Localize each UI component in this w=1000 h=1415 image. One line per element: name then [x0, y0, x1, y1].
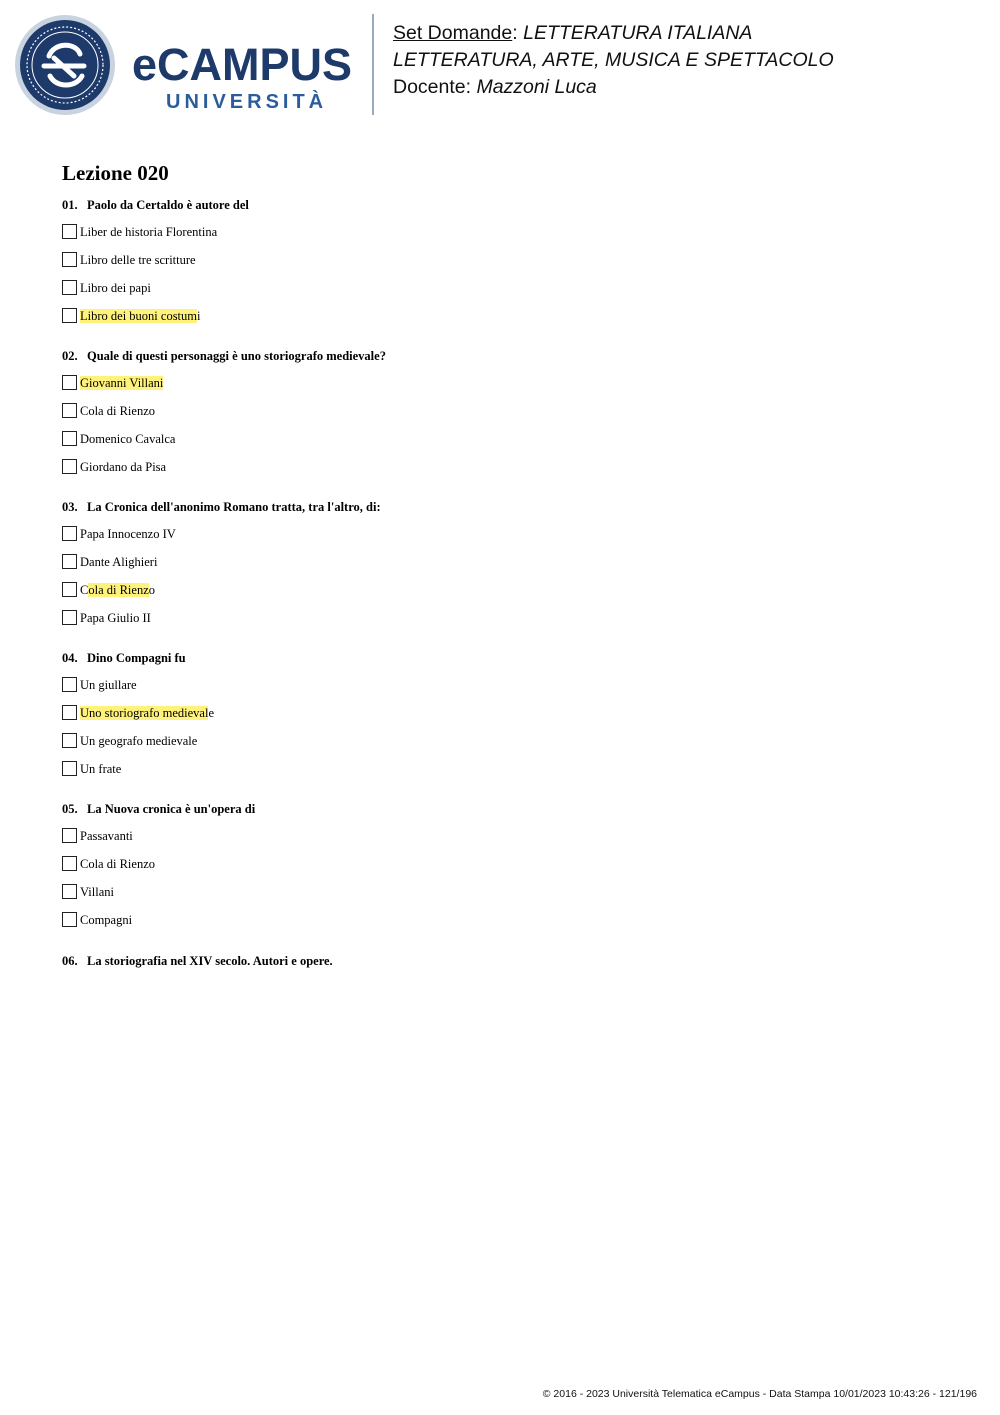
option-text-post: Libro delle tre scritture	[80, 253, 196, 267]
option-checkbox[interactable]	[62, 912, 77, 927]
option-text	[80, 856, 155, 872]
header-info	[393, 20, 834, 101]
option-text-post: Libro dei papi	[80, 281, 151, 295]
option-text-post: Un frate	[80, 762, 122, 776]
option-text-post: Un geografo medievale	[80, 734, 198, 748]
option-text-post: o	[148, 583, 155, 597]
option-text-post: Giordano da Pisa	[80, 460, 167, 474]
option-checkbox[interactable]	[62, 459, 77, 474]
subject-line-1: LETTERATURA ITALIANA	[523, 22, 753, 44]
option-text-post: Papa Giulio II	[80, 611, 151, 625]
option-checkbox[interactable]	[62, 403, 77, 418]
option-text-highlight: Libro dei buoni costum	[80, 309, 197, 323]
option-text	[80, 828, 133, 844]
option-checkbox[interactable]	[62, 280, 77, 295]
question-heading	[62, 651, 186, 666]
option-text	[80, 252, 196, 268]
question-heading	[62, 954, 333, 969]
option-checkbox[interactable]	[62, 884, 77, 899]
option-checkbox[interactable]	[62, 677, 77, 692]
option-text-post: Papa Innocenzo IV	[80, 527, 176, 541]
option-text	[80, 459, 166, 475]
header-divider	[372, 14, 374, 115]
option-text	[80, 403, 155, 419]
page-header	[0, 0, 1000, 130]
option-checkbox[interactable]	[62, 705, 77, 720]
option-text-post: Villani	[80, 885, 114, 899]
option-text-pre: C	[80, 583, 89, 597]
option-text-post: Dante Alighieri	[80, 555, 158, 569]
option-checkbox[interactable]	[62, 761, 77, 776]
question-heading	[62, 349, 386, 364]
header-line-set	[393, 20, 834, 47]
option-text-highlight: Uno storiografo medieval	[80, 706, 209, 720]
option-text-post: Domenico Cavalca	[80, 432, 176, 446]
option-text	[80, 610, 151, 626]
page-footer: © 2016 - 2023 Università Telematica eCampus - Data Stampa 10/01/2023 10:43:26 - 121/196	[542, 1388, 977, 1400]
option-text	[80, 526, 176, 542]
lesson-title: Lezione 020	[62, 161, 169, 185]
option-text	[80, 761, 121, 777]
ecampus-logo	[14, 14, 359, 118]
option-checkbox[interactable]	[62, 224, 77, 239]
option-text	[80, 912, 132, 928]
option-text	[80, 733, 197, 749]
question-text: Quale di questi personaggi è uno storiografo medievale?	[87, 349, 386, 363]
option-checkbox[interactable]	[62, 431, 77, 446]
option-checkbox[interactable]	[62, 610, 77, 625]
set-separator: :	[512, 22, 524, 44]
option-text-post: Cola di Rienzo	[80, 857, 155, 871]
question-text: Dino Compagni fu	[87, 651, 186, 665]
option-checkbox[interactable]	[62, 526, 77, 541]
option-checkbox[interactable]	[62, 308, 77, 323]
logo-brand-text	[132, 39, 352, 90]
question-text: Paolo da Certaldo è autore del	[87, 198, 249, 212]
option-checkbox[interactable]	[62, 856, 77, 871]
option-text-post: Liber de historia Florentina	[80, 225, 218, 239]
question-number: 04.	[62, 651, 78, 665]
teacher-name: Mazzoni Luca	[476, 76, 597, 98]
option-text-post: Un giullare	[80, 678, 137, 692]
question-number: 05.	[62, 802, 78, 816]
option-text-highlight: Giovanni Villani	[80, 376, 164, 390]
logo-brand-word: CAMPUS	[157, 39, 353, 90]
option-text	[80, 554, 157, 570]
option-text	[80, 375, 163, 391]
option-text	[80, 677, 137, 693]
header-line-teacher	[393, 74, 834, 101]
question-number: 01.	[62, 198, 78, 212]
option-checkbox[interactable]	[62, 733, 77, 748]
question-number: 02.	[62, 349, 78, 363]
question-heading	[62, 802, 255, 817]
question-number: 06.	[62, 954, 78, 968]
logo-brand-prefix: e	[132, 39, 158, 90]
subject-line-2: LETTERATURA, ARTE, MUSICA E SPETTACOLO	[393, 49, 834, 71]
question-text: La Nuova cronica è un'opera di	[87, 802, 256, 816]
teacher-label: Docente:	[393, 76, 477, 98]
question-number: 03.	[62, 500, 78, 514]
header-line-subject	[393, 47, 834, 74]
option-text	[80, 431, 175, 447]
option-text	[80, 582, 155, 598]
option-text	[80, 224, 217, 240]
option-checkbox[interactable]	[62, 554, 77, 569]
question-text: La Cronica dell'anonimo Romano tratta, tra l'altro, di:	[87, 500, 381, 514]
option-text	[80, 705, 214, 721]
option-text-post: Passavanti	[80, 829, 133, 843]
option-text-post: i	[197, 309, 201, 323]
question-heading	[62, 198, 249, 213]
option-text-post: e	[208, 706, 214, 720]
option-text	[80, 884, 114, 900]
question-text: La storiografia nel XIV secolo. Autori e opere.	[87, 954, 333, 968]
option-text	[80, 280, 151, 296]
option-checkbox[interactable]	[62, 582, 77, 597]
logo-sub-text: UNIVERSITÀ	[166, 91, 328, 113]
option-text-highlight: ola di Rienz	[88, 583, 149, 597]
option-checkbox[interactable]	[62, 375, 77, 390]
option-checkbox[interactable]	[62, 828, 77, 843]
option-checkbox[interactable]	[62, 252, 77, 267]
option-text-post: Compagni	[80, 913, 133, 927]
question-heading	[62, 500, 381, 515]
option-text-post: Cola di Rienzo	[80, 404, 155, 418]
set-label: Set Domande	[393, 22, 513, 44]
option-text	[80, 308, 200, 324]
